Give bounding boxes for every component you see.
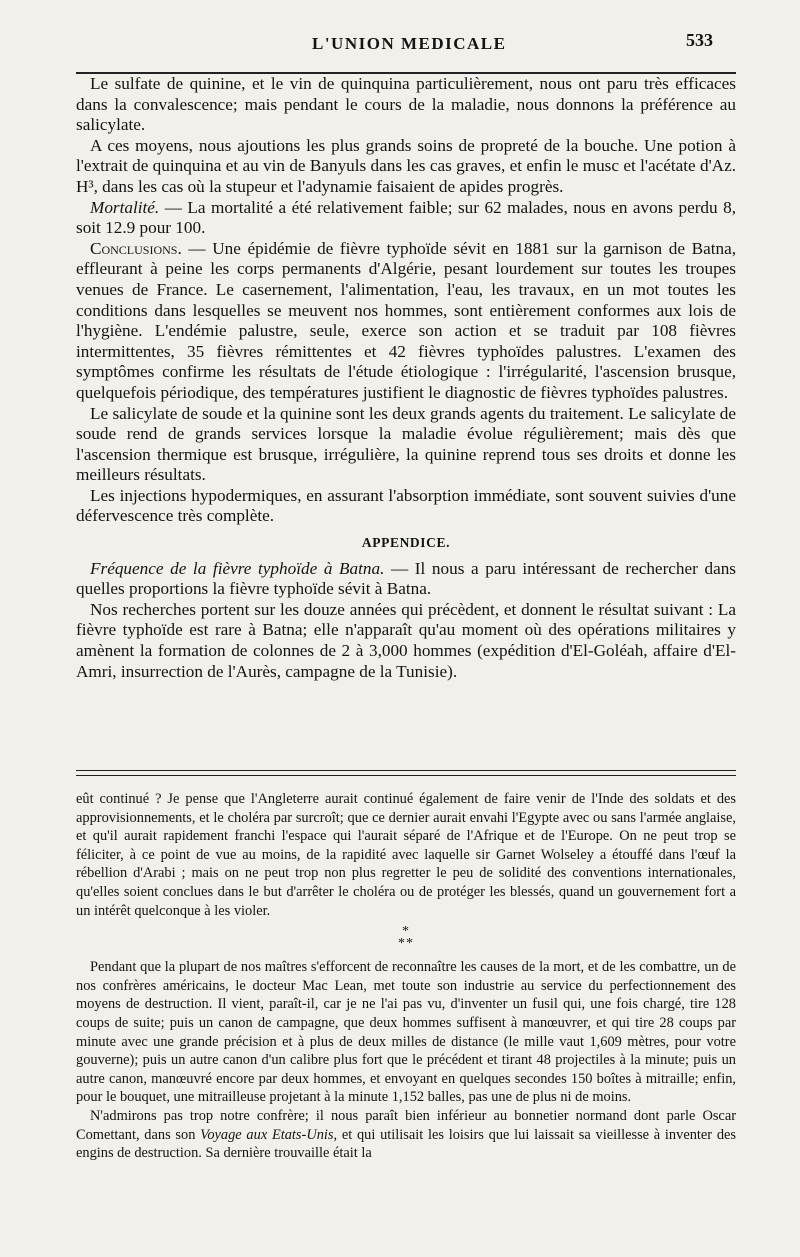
feuilleton-column	[76, 790, 736, 1163]
asterism	[76, 926, 736, 950]
paragraph-bonnetier	[76, 1107, 736, 1163]
paragraph-soins: A ces moyens, nous ajoutions les plus grands soins de propreté de la bouche. Une potion à l'extrait de quinquina et au vin de Banyuls dans les cas graves, et enfin le musc et l'acétate d'Az. H³, dans les cas où la stupeur et l'adynamie faisaient de apides progrès.	[76, 135, 736, 196]
frequence-heading: Fréquence de la fièvre typhoïde à Batna.	[90, 558, 385, 578]
conclusions-heading: Conclusions.	[90, 238, 182, 258]
paragraph-recherches: Nos recherches portent sur les douze années qui précèdent, et donnent le résultat suivant : La fièvre typhoïde est rare à Batna; elle n'apparaît qu'au moment où des opérations militaires y amènent la formation de colonnes de 2 à 3,000 hommes (expédition d'El-Goléah, affaire d'El-Amri, insurrection de l'Aurès, campagne de la Tunisie).	[76, 599, 736, 681]
paragraph-conclusions	[76, 239, 736, 404]
conclusions-text: — Une épidémie de fièvre typhoïde sévit en 1881 sur la garnison de Batna, effleurant à peine les corps permanents d'Algérie, pesant lourdement sur toutes les troupes venues de France. Le casernement, l'alimentation, l'eau, les travaux, en un mot toutes les conditions dans lesquelles se meuvent nos hommes, sont entièrement conformes aux lois de l'hygiène. L'endémie palustre, seule, exerce son action et se traduit par 108 fièvres intermittentes, 35 fièvres rémittentes et 42 fièvres typhoïdes palustres. L'examen des symptômes confirme les résultats de l'étude étiologique : l'irrégularité, l'ascension brusque, quelquefois périodique, des températures justifient le diagnostic de fièvres typhoïdes palustres.	[76, 238, 736, 402]
page-number: 533	[686, 30, 713, 50]
paragraph-mac-lean: Pendant que la plupart de nos maîtres s'efforcent de reconnaître les causes de la mort, et de les combattre, un de nos confrères américains, le docteur Mac Lean, met toute son industrie au service du perfectionnement des moyens de destruction. Il vient, paraît-il, car je ne l'ai pas vu, d'inventer un fusil qui, une fois chargé, tire 128 coups de suite; puis un canon de campagne, que deux hommes suffisent à manœuvrer, et qui tire 28 coups par minute avec une grande précision et à plus de deux milles de distance (le mille vaut 1,609 mètres, pour votre gouverne); puis un autre canon d'un calibre plus fort que le précédent et tirant 48 projectiles à la minute; puis un autre canon, manœuvré encore par deux hommes, et envoyant en quelques secondes 150 boîtes à mitraille; enfin, pour le bouquet, une mitrailleuse projetant à la minute 1,152 balles, pas une de plus ni de moins.	[76, 959, 736, 1106]
paragraph-salicylate: Le salicylate de soude et la quinine sont les deux grands agents du traitement. Le salicylate de soude rend de grands services lorsque la maladie évolue régulièrement; mais dès que l'ascension thermique est brusque, irrégulière, la quinine reprend tous ses droits et donne les meilleurs résultats.	[76, 403, 736, 485]
running-title: L'UNION MEDICALE	[312, 34, 507, 53]
bonnetier-text-end: , et qui utilisait les loisirs que lui laissait sa vieillesse à inventer des engins de destruction. Sa dernière trouvaille était la	[76, 1126, 736, 1162]
bonnetier-text-start: N'admirons pas trop notre confrère; il nous paraît bien inférieur au bonnetier normand dont parle Oscar Comettant, dans son	[76, 1107, 736, 1143]
page-header	[0, 26, 800, 58]
mortalite-text: — La mortalité a été relativement faible; sur 62 malades, nous en avons perdu 8, soit 12.9 pour 100.	[76, 197, 736, 238]
asterism-top: *	[402, 924, 410, 940]
paragraph-injections: Les injections hypodermiques, en assurant l'absorption immédiate, sont souvent suivies d'une défervescence très complète.	[76, 485, 736, 526]
appendix-heading: APPENDICE.	[361, 535, 451, 551]
paragraph-mortalite	[76, 198, 736, 239]
mortalite-heading: Mortalité.	[90, 197, 160, 217]
frequence-text: — Il nous a paru intéressant de rechercher dans quelles proportions la fièvre typhoïde sévit à Batna.	[76, 558, 736, 599]
paragraph-angleterre: eût continué ? Je pense que l'Angleterre aurait continué également de faire venir de l'Inde des soldats et des approvisionnements, et le choléra par surcroît; que ce dernier aurait envahi l'Egypte avec ou sans l'armée anglaise, et qu'il aurait rapidement franchi l'espace qui l'aurait séparé de l'Afrique et de l'Europe. On ne peut trop se féliciter, à ce point de vue au moins, de la rapidité avec laquelle sir Garnet Wolseley a étouffé dans l'œuf la rébellion d'Arabi ; mais on ne peut trop non plus regretter le peu de solidité des conventions internationales, qu'elles soient conclues dans le but d'arrêter le choléra ou de protéger les blessés, quand un gouvernement fort a un intérêt quelconque à les violer.	[76, 791, 736, 919]
book-title: Voyage aux Etats-Unis	[200, 1126, 334, 1143]
paragraph-quinine: Le sulfate de quinine, et le vin de quinquina particulièrement, nous ont paru très efficaces dans la convalescence; mais pendant le cours de la maladie, nous donnons la préférence au salicylate.	[76, 74, 736, 135]
asterism-bottom: **	[398, 936, 414, 952]
paragraph-frequence	[76, 559, 736, 600]
main-article	[76, 74, 736, 682]
feuilleton-separator	[76, 770, 736, 776]
